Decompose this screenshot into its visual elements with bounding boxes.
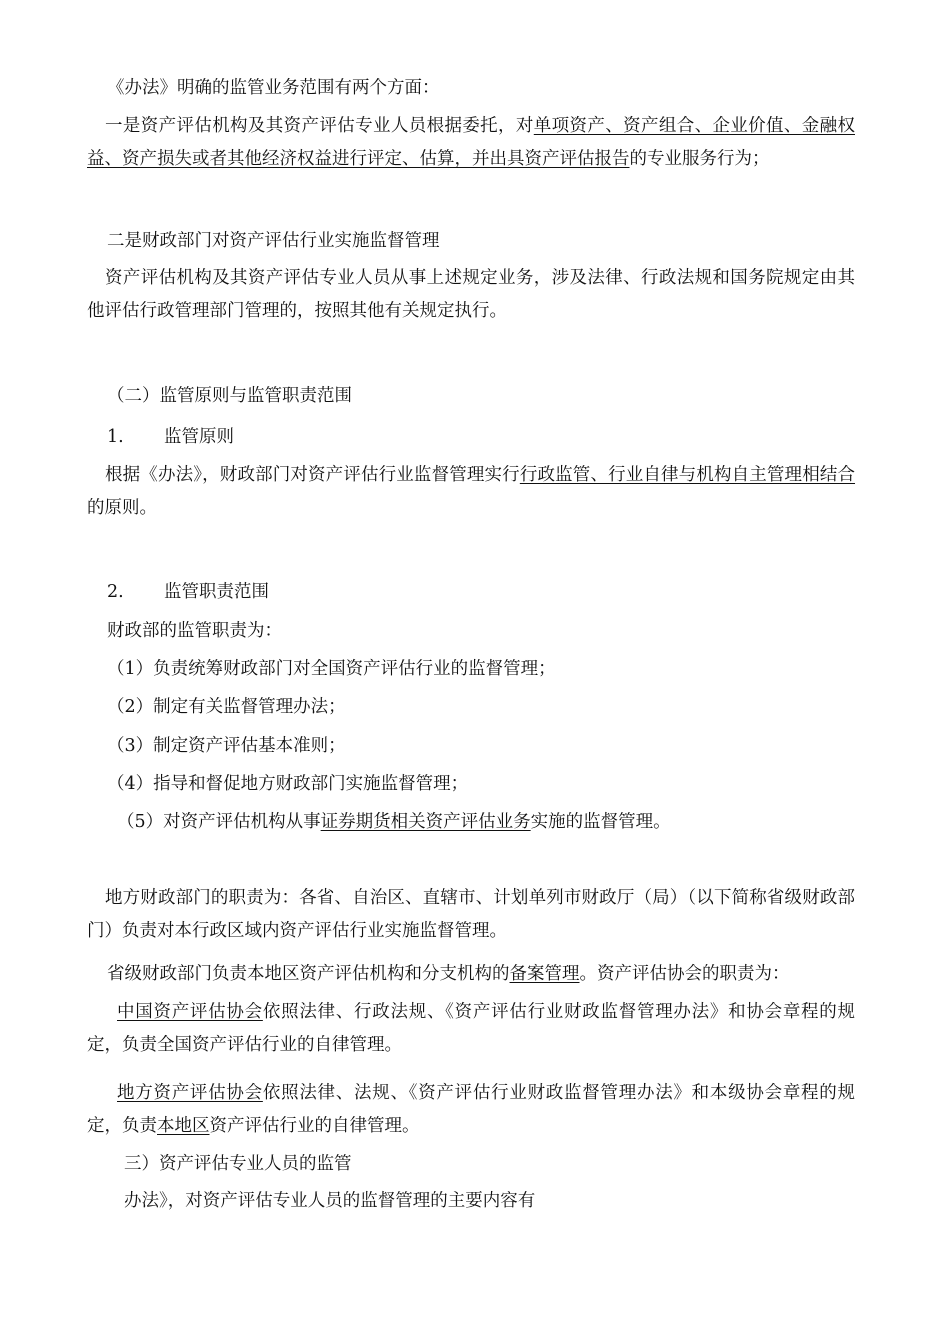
china-association-duties <box>87 996 855 1062</box>
principle-heading <box>107 425 234 449</box>
duty-item-3: （3）制定资产评估基本准则； <box>107 736 346 756</box>
scope-one-text: 一是资产评估机构及其资产评估专业人员根据委托，对 <box>105 116 534 136</box>
section-3-text: 办法》，对资产评估专业人员的监督管理的主要内容有 <box>124 1191 536 1211</box>
provincial-tail: 。资产评估协会的职责为： <box>579 964 790 984</box>
duty-item-5-underlined: 证券期货相关资产评估业务 <box>320 812 531 832</box>
duty-item-5 <box>117 810 671 834</box>
mof-duties-intro: 财政部的监管职责为： <box>107 621 282 641</box>
scope-item-one <box>87 110 855 176</box>
local-association-duties <box>87 1077 855 1143</box>
section-2-title: （二）监管原则与监管职责范围 <box>107 386 352 406</box>
local-association-name: 地方资产评估协会 <box>117 1083 263 1103</box>
duty-item-4: （4）指导和督促地方财政部门实施监督管理； <box>107 774 469 794</box>
principle-number: 1. <box>107 427 124 447</box>
principle-title: 监管原则 <box>164 427 234 447</box>
scope-item-two: 二是财政部门对资产评估行业实施监督管理 <box>107 231 440 251</box>
provincial-underlined: 备案管理 <box>509 964 580 984</box>
principle-underlined: 行政监管、行业自律与机构自主管理相结合 <box>519 465 856 485</box>
principle-text-start: 根据《办法》，财政部门对资产评估行业监督管理实行 <box>105 465 520 485</box>
china-association-text: 依照法律、行政法规、《资产评估行业财政监督管理办法》和协会章程的规定，负责全国资产评估行业的自律管理。 <box>87 1002 856 1055</box>
section-3-title: 三）资产评估专业人员的监管 <box>124 1154 352 1174</box>
duties-number: 2. <box>107 582 124 602</box>
scope-one-underlined: 单项资产、资产组合、企业价值、金融权益、资产损失或者其他经济权益进行评定、估算，并出具资产评估报告 <box>87 116 855 169</box>
scope-intro: 《办法》明确的监管业务范围有两个方面： <box>107 78 440 98</box>
scope-one-tail: 的专业服务行为； <box>629 149 770 169</box>
duty-item-2: （2）制定有关监督管理办法； <box>107 697 346 717</box>
provincial-text: 省级财政部门负责本地区资产评估机构和分支机构的 <box>107 964 510 984</box>
local-association-text: 依照法律、法规、《资产评估行业财政监督管理办法》和本级协会章程的规定，负责 <box>87 1083 856 1136</box>
scope-note: 资产评估机构及其资产评估专业人员从事上述规定业务，涉及法律、行政法规和国务院规定由其他评估行政管理部门管理的，按照其他有关规定执行。 <box>87 268 855 321</box>
duties-title: 监管职责范围 <box>164 582 269 602</box>
duty-item-5-text: （5）对资产评估机构从事 <box>117 812 321 832</box>
provincial-duties <box>107 962 790 986</box>
local-association-tail: 资产评估行业的自律管理。 <box>209 1116 420 1136</box>
principle-text <box>87 459 855 525</box>
china-association-name: 中国资产评估协会 <box>117 1002 263 1022</box>
local-association-region: 本地区 <box>157 1116 210 1136</box>
principle-text-end: 的原则。 <box>87 498 157 518</box>
duties-heading <box>107 580 269 604</box>
duty-item-5-tail: 实施的监督管理。 <box>530 812 671 832</box>
duty-item-1: （1）负责统筹财政部门对全国资产评估行业的监督管理； <box>107 659 556 679</box>
local-duties: 地方财政部门的职责为：各省、自治区、直辖市、计划单列市财政厅（局）（以下简称省级财政部门）负责对本行政区域内资产评估行业实施监督管理。 <box>87 888 855 941</box>
